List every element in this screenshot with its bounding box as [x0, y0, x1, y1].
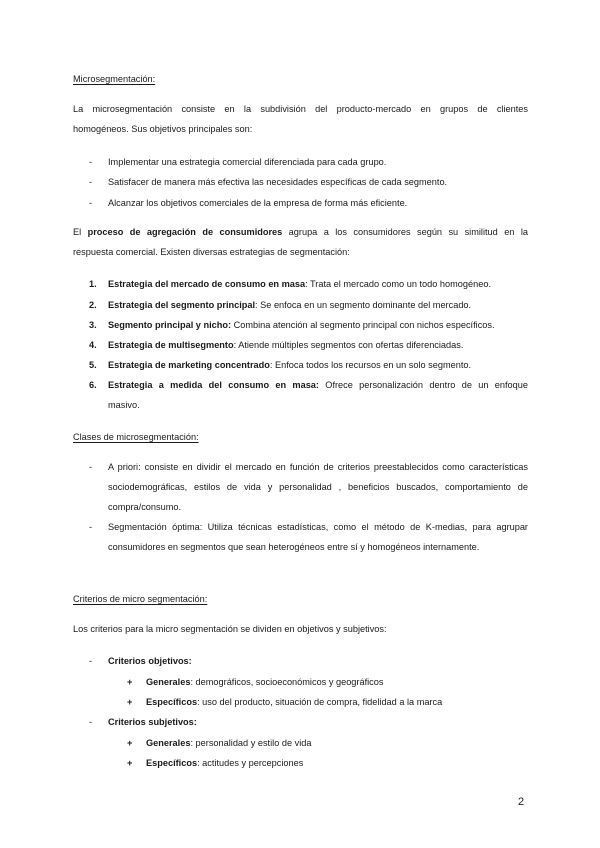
- criteria-group-subjective: Criterios subjetivos:: [108, 717, 197, 727]
- bullet-dash: -: [89, 462, 93, 472]
- bullet-dash: -: [89, 717, 93, 727]
- bullet-dash: -: [89, 157, 93, 167]
- bold-term: proceso de agregación de consumidores: [87, 227, 283, 237]
- strategy-item: Estrategia del mercado de consumo en masa: Trata el mercado como un todo homogéneo.: [108, 279, 491, 289]
- aggregation-line-1: El proceso de agregación de consumidores agrupa a los consumidores según su similitud en la: [73, 227, 528, 237]
- section-heading-criterios: Criterios de micro segmentación:: [73, 594, 208, 604]
- list-number: 3.: [89, 320, 97, 330]
- criterios-intro: Los criterios para la micro segmentación se dividen en objetivos y subjetivos:: [73, 624, 387, 634]
- strategy-item: Estrategia a medida del consumo en masa: Ofrece personalización dentro de un enfoque: [108, 380, 528, 390]
- bullet-plus: +: [127, 697, 133, 707]
- bullet-dash: -: [89, 177, 93, 187]
- list-number: 5.: [89, 360, 97, 370]
- strategy-item: Estrategia del segmento principal: Se enfoca en un segmento dominante del mercado.: [108, 300, 472, 310]
- bullet-dash: -: [89, 522, 93, 532]
- criteria-subitem: Generales: personalidad y estilo de vida: [146, 738, 312, 748]
- section-heading-clases: Clases de microsegmentación:: [73, 432, 199, 442]
- objective-item: Alcanzar los objetivos comerciales de la empresa de forma más eficiente.: [108, 198, 408, 208]
- criteria-subitem: Específicos: uso del producto, situación de compra, fidelidad a la marca: [146, 697, 443, 707]
- class-item-a-priori: A priori: consiste en dividir el mercado en función de criterios preestablecidos como características sociodemográficas, estilos de vida y personalidad , beneficios buscados, comportamiento de compra/consumo.: [108, 462, 528, 512]
- page-number: 2: [518, 796, 525, 808]
- section-heading-microsegmentacion: Microsegmentación:: [73, 74, 156, 84]
- strategy-item-continuation: masivo.: [108, 400, 140, 410]
- list-number: 1.: [89, 279, 97, 289]
- bullet-plus: +: [127, 677, 133, 687]
- intro-line-1: La microsegmentación consiste en la subdivisión del producto-mercado en grupos de clientes: [73, 104, 528, 114]
- objective-item: Satisfacer de manera más efectiva las necesidades específicas de cada segmento.: [108, 177, 448, 187]
- bullet-plus: +: [127, 738, 133, 748]
- bullet-dash: -: [89, 198, 93, 208]
- strategy-item: Estrategia de multisegmento: Atiende múltiples segmentos con ofertas diferenciadas.: [108, 340, 464, 350]
- strategy-item: Segmento principal y nicho: Combina atención al segmento principal con nichos específicos.: [108, 320, 495, 330]
- objective-item: Implementar una estrategia comercial diferenciada para cada grupo.: [108, 157, 387, 167]
- list-number: 6.: [89, 380, 97, 390]
- bullet-dash: -: [89, 656, 93, 666]
- criteria-subitem: Específicos: actitudes y percepciones: [146, 758, 304, 768]
- aggregation-line-2: respuesta comercial. Existen diversas estrategias de segmentación:: [73, 247, 350, 257]
- class-item-optima: Segmentación óptima: Utiliza técnicas estadísticas, como el método de K-medias, para agrupar consumidores en segmentos que sean heterogéneos entre sí y homogéneos internamente.: [108, 522, 528, 552]
- strategy-item: Estrategia de marketing concentrado: Enfoca todos los recursos en un solo segmento.: [108, 360, 472, 370]
- list-number: 4.: [89, 340, 97, 350]
- criteria-subitem: Generales: demográficos, socioeconómicos y geográficos: [146, 677, 384, 687]
- criteria-group-objective: Criterios objetivos:: [108, 656, 192, 666]
- bullet-plus: +: [127, 758, 133, 768]
- list-number: 2.: [89, 300, 97, 310]
- intro-line-2: homogéneos. Sus objetivos principales son:: [73, 124, 253, 134]
